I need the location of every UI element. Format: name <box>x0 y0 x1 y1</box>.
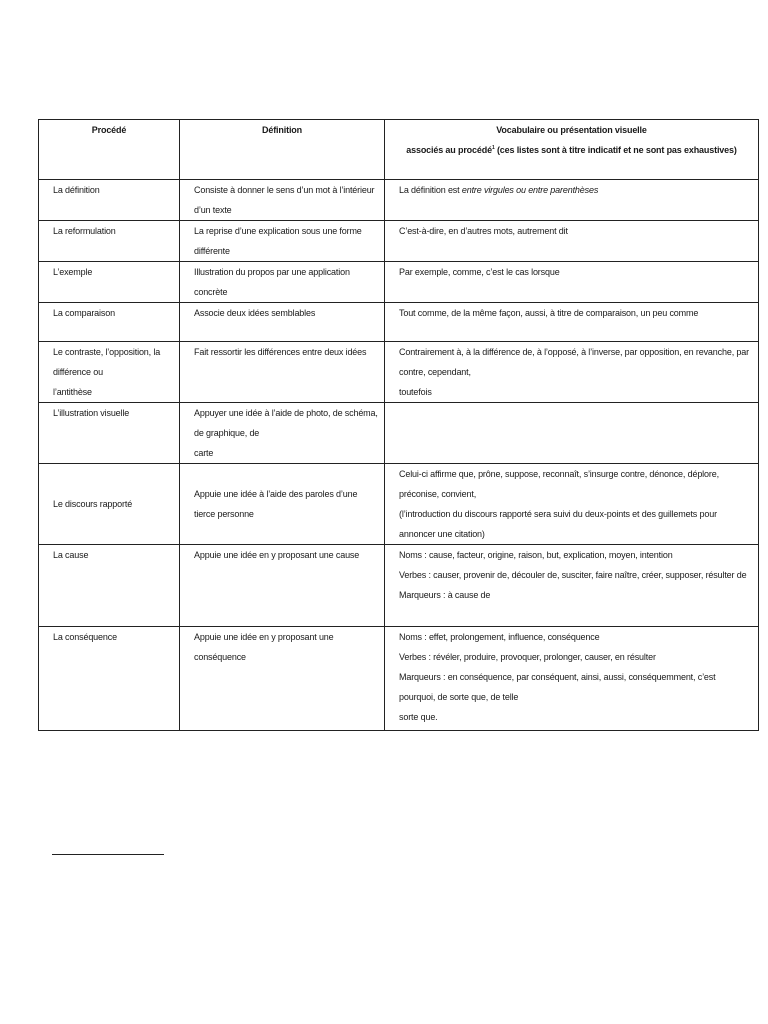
header-vocab-line1: Vocabulaire ou présentation visuelle <box>496 125 647 135</box>
cell-vocabulary: Noms : effet, prolongement, influence, conséquence Verbes : révéler, produire, provoquer, prolonger, causer, en résulter Marqueurs : en conséquence, par conséquent, ainsi, aussi, conséquemment, c’est pourquoi, de sorte que, de telle sorte que. <box>385 627 759 731</box>
cell-vocabulary: La définition est entre virgules ou entre parenthèses <box>385 180 759 221</box>
cell-procede: La cause <box>39 545 180 627</box>
cell-definition: Appuie une idée en y proposant une cause <box>180 545 385 627</box>
table-row <box>39 545 759 627</box>
cell-definition: Fait ressortir les différences entre deux idées <box>180 342 385 403</box>
cell-definition: Associe deux idées semblables <box>180 303 385 342</box>
table-row <box>39 262 759 303</box>
cell-vocabulary <box>385 403 759 464</box>
cell-procede: La comparaison <box>39 303 180 342</box>
table-row <box>39 627 759 731</box>
cell-vocabulary: C’est-à-dire, en d’autres mots, autrement dit <box>385 221 759 262</box>
cell-vocabulary: Noms : cause, facteur, origine, raison, but, explication, moyen, intention Verbes : causer, provenir de, découler de, susciter, faire naître, créer, supposer, résulter de Marqueurs : à cause de <box>385 545 759 627</box>
cell-procede: La reformulation <box>39 221 180 262</box>
procedures-table <box>38 119 759 731</box>
cell-procede: Le contraste, l’opposition, la différence ou l’antithèse <box>39 342 180 403</box>
cell-definition: Appuie une idée à l’aide des paroles d’une tierce personne <box>180 464 385 545</box>
table-row <box>39 303 759 342</box>
cell-definition: Consiste à donner le sens d’un mot à l’intérieur d’un texte <box>180 180 385 221</box>
table-row <box>39 464 759 545</box>
cell-definition: Illustration du propos par une application concrète <box>180 262 385 303</box>
header-vocabulary <box>385 120 759 180</box>
table-row <box>39 342 759 403</box>
footnote-marker: 1 <box>491 145 495 151</box>
cell-procede: La définition <box>39 180 180 221</box>
table-row <box>39 403 759 464</box>
cell-vocabulary: Contrairement à, à la différence de, à l’opposé, à l’inverse, par opposition, en revanche, par contre, cependant, toutefois <box>385 342 759 403</box>
table-header-row <box>39 120 759 180</box>
cell-vocabulary: Celui-ci affirme que, prône, suppose, reconnaît, s’insurge contre, dénonce, déplore, préconise, convient, (l’introduction du discours rapporté sera suivi du deux-points et des guillemets pour annoncer une citation) <box>385 464 759 545</box>
cell-definition: Appuyer une idée à l’aide de photo, de schéma, de graphique, de carte <box>180 403 385 464</box>
cell-vocabulary: Tout comme, de la même façon, aussi, à titre de comparaison, un peu comme <box>385 303 759 342</box>
header-procede: Procédé <box>39 120 180 180</box>
cell-procede: L’illustration visuelle <box>39 403 180 464</box>
cell-procede: La conséquence <box>39 627 180 731</box>
cell-procede: L’exemple <box>39 262 180 303</box>
header-definition: Définition <box>180 120 385 180</box>
cell-vocabulary: Par exemple, comme, c’est le cas lorsque <box>385 262 759 303</box>
table-row <box>39 180 759 221</box>
cell-definition: La reprise d’une explication sous une forme différente <box>180 221 385 262</box>
cell-definition: Appuie une idée en y proposant une conséquence <box>180 627 385 731</box>
table-row <box>39 221 759 262</box>
footnote-separator <box>52 854 164 855</box>
header-vocab-line2: associés au procédé$^1$ (ces listes sont à titre indicatif et ne sont pas exhaustives) <box>406 145 737 155</box>
cell-procede: Le discours rapporté <box>39 464 180 545</box>
